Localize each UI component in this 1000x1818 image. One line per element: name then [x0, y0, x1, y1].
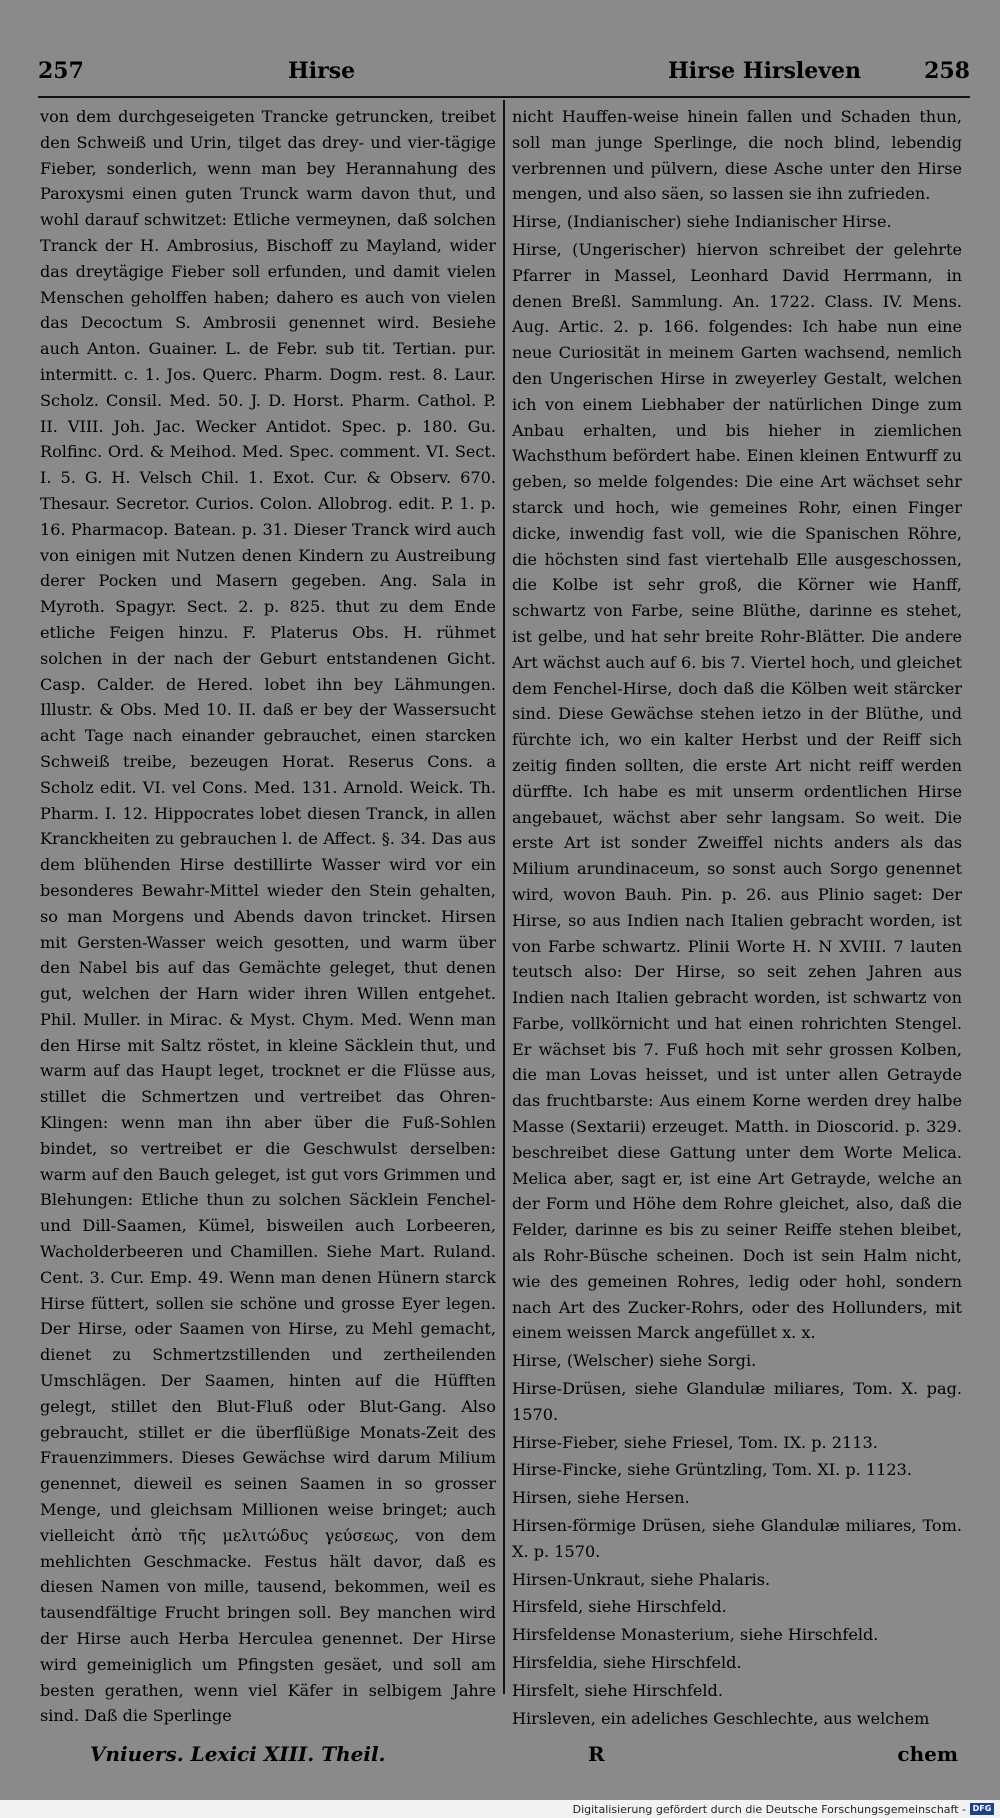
- entry-hirsen-foermige-druesen: Hirsen-förmige Drüsen, siehe Glandulæ miliares, Tom. X. p. 1570.: [512, 1516, 962, 1561]
- left-column: [40, 104, 496, 1729]
- entry-hirsleven: Hirsleven, ein adeliches Geschlechte, aus welchem: [512, 1708, 930, 1728]
- right-paragraph-continuation: nicht Hauffen-weise hinein fallen und Schaden thun, soll man junge Sperlinge, die noch blind, lebendig verbrennen und pülvern, diese Asche unter den Hirse mengen, und also säen, so lassen sie ihn zufrieden.: [512, 107, 962, 204]
- entry-hirsfeldia: Hirsfeldia, siehe Hirschfeld.: [512, 1653, 742, 1673]
- right-column: [512, 104, 962, 1731]
- entry-hirse-welscher: Hirse, (Welscher) siehe Sorgi.: [512, 1351, 757, 1371]
- entry-hirsen-unkraut: Hirsen-Unkraut, siehe Phalaris.: [512, 1569, 771, 1589]
- column-divider: [503, 100, 505, 1694]
- catchword: chem: [897, 1742, 958, 1766]
- page-number-right: 258: [924, 58, 970, 84]
- running-title-right: Hirse Hirsleven: [668, 58, 862, 84]
- page-header: [38, 58, 970, 94]
- entry-hirse-indianischer: Hirse, (Indianischer) siehe Indianischer Hirse.: [512, 212, 892, 232]
- signature-line: Vniuers. Lexici XIII. Theil.: [90, 1742, 386, 1766]
- page-footer: [40, 1742, 970, 1782]
- page-number-left: 257: [38, 58, 84, 84]
- entry-hirsfelt: Hirsfelt, siehe Hirschfeld.: [512, 1680, 723, 1700]
- entry-hirsen: Hirsen, siehe Hersen.: [512, 1488, 690, 1508]
- left-column-text: von dem durchgeseigeten Trancke getruncken, treibet den Schweiß und Urin, tilget das drey- und vier-tägige Fieber, sonderlich, wenn man bey Herannahung des Paroxysmi einen guten Trunck warm davon thut, und wohl darauf schwitzet: Etliche vermeynen, daß solchen Tranck der H. Ambrosius, Bischoff zu Mayland, wider das dreytägige Fieber soll erfunden, und damit vielen Menschen geholffen haben; dahero es auch von vielen das Decoctum S. Ambrosii genennet wird. Besiehe auch Anton. Guainer. L. de Febr. sub tit. Tertian. pur. intermitt. c. 1. Jos. Querc. Pharm. Dogm. rest. 8. Laur. Scholz. Consil. Med. 50. J. D. Horst. Pharm. Cathol. P. II. VIII. Joh. Jac. Wecker Antidot. Spec. p. 180. Gu. Rolfinc. Ord. & Meihod. Med. Spec. comment. VI. Sect. I. 5. G. H. Velsch Chil. 1. Exot. Cur. & Observ. 670. Thesaur. Secretor. Curios. Colon. Allobrog. edit. P. 1. p. 16. Pharmacop. Batean. p. 31. Dieser Tranck wird auch von einigen mit Nutzen denen Kindern zu Austreibung derer Pocken und Masern gegeben. Ang. Sala in Myroth. Spagyr. Sect. 2. p. 825. thut zu dem Ende etliche Feigen hinzu. F. Platerus Obs. H. rühmet solchen in der nach der Geburt entstandenen Gicht. Casp. Calder. de Hered. lobet ihn bey Lähmungen. Illustr. & Obs. Med 10. II. daß er bey der Wassersucht acht Tage nach einander gebrauchet, einen starcken Schweiß treibe, bezeugen Horat. Reserus Cons. a Scholz edit. VI. vel Cons. Med. 131. Arnold. Weick. Th. Pharm. I. 12. Hippocrates lobet diesen Tranck, in allen Kranckheiten zu gebrauchen l. de Affect. §. 34. Das aus dem blühenden Hirse destillirte Wasser wird vor ein besonderes Bewahr-Mittel wieder den Stein gehalten, so man Morgens und Abends davon trincket. Hirsen mit Gersten-Wasser weich gesotten, und warm über den Nabel bis auf das Gemächte geleget, thut denen gut, welchen der Harn wider ihren Willen entgehet. Phil. Muller. in Mirac. & Myst. Chym. Med. Wenn man den Hirse mit Saltz röstet, in kleine Säcklein thut, und warm auf das Haupt leget, trocknet er die Flüsse aus, stillet die Schmertzen und vertreibet das Ohren-Klingen: wenn man ihn aber über die Fuß-Sohlen bindet, so vertreibet er die Geschwulst derselben: warm auf den Bauch geleget, ist gut vors Grimmen und Blehungen: Etliche thun zu solchen Säcklein Fenchel- und Dill-Saamen, Kümel, bisweilen auch Lorbeeren, Wacholderbeeren und Chamillen. Siehe Mart. Ruland. Cent. 3. Cur. Emp. 49. Wenn man denen Hünern starck Hirse füttert, sollen sie schöne und grosse Eyer legen. Der Hirse, oder Saamen von Hirse, zu Mehl gemacht, dienet zu Schmertzstillenden und zertheilenden Umschlägen. Der Saamen, hinten auf die Hüfften gelegt, stillet den Blut-Fluß oder Blut-Gang. Also gebraucht, stillet er die überflüßige Monats-Zeit des Frauenzimmers. Dieses Gewächse wird darum Milium genennet, dieweil es seinen Saamen in so grosser Menge, und gleichsam Millionen weise bringet; auch vielleicht ἀπὸ τῆς μελιτώδυς γεύσεως, von dem mehlichten Geschmacke. Festus hält davor, daß es diesen Namen von mille, tausend, bekommen, weil es tausendfältige Frucht bringen soll. Bey manchen wird der Hirse auch Herba Herculea genennet. Der Hirse wird gemeiniglich um Pfingsten gesäet, und soll am besten gerathen, wenn viel Käfer in selbigem Jahre sind. Daß die Sperlinge: [40, 107, 496, 1726]
- entry-hirse-ungerischer: Hirse, (Ungerischer) hiervon schreibet der gelehrte Pfarrer in Massel, Leonhard David Herrmann, in denen Breßl. Sammlung. An. 1722. Class. IV. Mens. Aug. Artic. 2. p. 166. folgendes: Ich habe nun eine neue Curiosität in meinem Garten wachsend, nemlich den Ungerischen Hirse in zweyerley Gestalt, welchen ich von einem Liebhaber der natürlichen Dinge zum Anbau erhalten, und bis hieher in ziemlichen Wachsthum befördert habe. Einen kleinen Entwurff zu geben, so melde folgendes: Die eine Art wächset sehr starck und hoch, wie gemeines Rohr, einen Finger dicke, inwendig fast voll, wie die Spanischen Röhre, die höchsten sind fast viertehalb Elle ausgeschossen, die Kolbe ist sehr groß, die Körner wie Hanff, schwartz von Farbe, seine Blüthe, darinne es stehet, ist gelbe, und hat sehr breite Rohr-Blätter. Die andere Art wächst auch auf 6. bis 7. Viertel hoch, und gleichet dem Fenchel-Hirse, doch daß die Kölben weit stärcker sind. Diese Gewächse stehen ietzo in der Blüthe, und fürchte ich, wo ein kalter Herbst und der Reiff sich zeitig finden sollten, die erste Art nicht reiff werden dürffte. Ich habe es mit unserm ordentlichen Hirse angebauet, wächst aber sehr langsam. So weit. Die erste Art ist sonder Zweiffel nichts anders als das Milium arundinaceum, so sonst auch Sorgo genennet wird, wovon Bauh. Pin. p. 26. aus Plinio saget: Der Hirse, so aus Indien nach Italien gebracht worden, ist von Farbe schwartz. Plinii Worte H. N XVIII. 7 lauten teutsch also: Der Hirse, so seit zehen Jahren aus Indien nach Italien gebracht worden, ist schwartz von Farbe, vollkörnicht und hat einen rohrichten Stengel. Er wächset bis 7. Fuß hoch mit sehr grossen Kolben, die man Lovas heisset, und ist unter allen Getrayde das fruchtbarste: Aus einem Korne werden drey halbe Masse (Sextarii) erzeuget. Matth. in Dioscorid. p. 329. beschreibet diese Gattung unter dem Worte Melica. Melica aber, sagt er, ist eine Art Getrayde, welche an der Form und Höhe dem Rohre gleichet, also, daß die Felder, darinne es bis zu seiner Reiffe stehen bleibet, als Rohr-Büsche scheinen. Doch ist sein Halm nicht, wie des gemeinen Rohres, ledig oder hohl, sondern nach Art des Zucker-Rohrs, oder des Hollunders, mit einem weissen Marck angefüllet x. x.: [512, 239, 963, 1343]
- entry-hirsfeldense-monasterium: Hirsfeldense Monasterium, siehe Hirschfeld.: [512, 1625, 879, 1645]
- signature-mark: R: [588, 1742, 605, 1766]
- entry-hirsfeld: Hirsfeld, siehe Hirschfeld.: [512, 1597, 727, 1617]
- entry-hirse-fincke: Hirse-Fincke, siehe Grüntzling, Tom. XI. p. 1123.: [512, 1460, 912, 1480]
- attribution-text: Digitalisierung gefördert durch die Deutsche Forschungsgemeinschaft -: [572, 1803, 966, 1816]
- entry-hirse-druesen: Hirse-Drüsen, siehe Glandulæ miliares, Tom. X. pag. 1570.: [512, 1379, 962, 1424]
- header-rule: [38, 96, 970, 98]
- dfg-logo-icon: DFG: [970, 1803, 994, 1815]
- running-title-left: Hirse: [288, 58, 356, 84]
- attribution-bar: [0, 1800, 1000, 1818]
- entry-hirse-fieber: Hirse-Fieber, siehe Friesel, Tom. IX. p. 2113.: [512, 1432, 878, 1452]
